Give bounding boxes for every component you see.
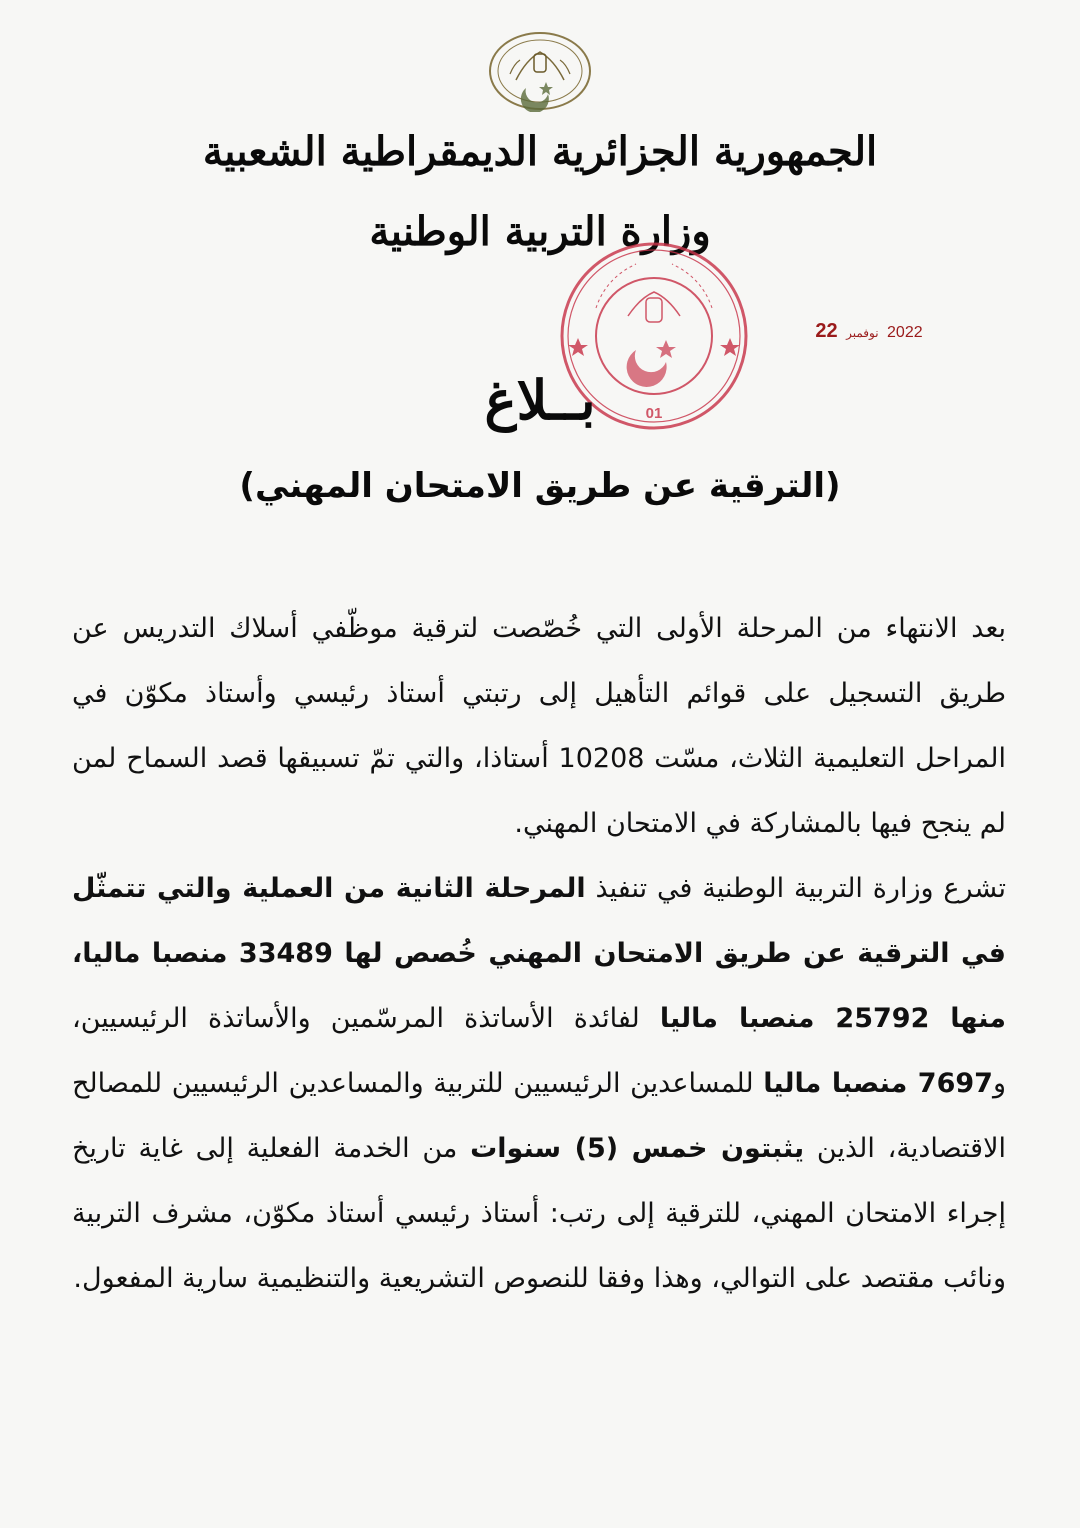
p2-text-end: من الخدمة الفعلية إلى غاية تاريخ إجراء الامتحان المهني، للترقية إلى رتب: أستاذ رئيسي أستاذ مكوّن، مشرف التربية ونائب مقتصد على التوالي، وهذا وفقا للنصوص التشريعية والتنظيمية سارية المفعول. xyxy=(72,1133,1006,1294)
p2-bold-2: 7697 منصبا ماليا xyxy=(763,1068,993,1099)
republic-heading: الجمهورية الجزائرية الديمقراطية الشعبية xyxy=(202,128,878,175)
stamp-number: 01 xyxy=(645,405,663,422)
announcement-subtitle: (الترقية عن طريق الامتحان المهني) xyxy=(239,466,841,506)
date-month: نوفمبر xyxy=(846,326,879,340)
announcement-body xyxy=(72,596,1006,1311)
p2-text-start: تشرع وزارة التربية الوطنية في تنفيذ xyxy=(585,873,1007,904)
body-paragraph-1: بعد الانتهاء من المرحلة الأولى التي خُصّصت لترقية موظّفي أسلاك التدريس عن طريق التسجيل على قوائم التأهيل إلى رتبتي أستاذ رئيسي وأستاذ مكوّن في المراحل التعليمية الثلاث، مسّت 10208 أستاذا، والتي تمّ تسبيقها قصد السماح لمن لم ينجح فيها بالمشاركة في الامتحان المهني. xyxy=(72,613,1006,839)
p2-bold-1: المرحلة الثانية من العملية والتي تتمثّل في الترقية عن طريق الامتحان المهني خُصص لها 33489 منصبا ماليا، منها 25792 منصبا ماليا xyxy=(72,873,1006,1034)
p2-text-mid-2: للمساعدين الرئيسيين للتربية والمساعدين الرئيسيين للمصالح الاقتصادية، الذين xyxy=(72,1068,1006,1164)
announcement-title: بــلاغ xyxy=(484,368,596,432)
document-date xyxy=(814,320,924,343)
date-year: 2022 xyxy=(887,324,923,341)
date-day: 22 xyxy=(815,320,838,342)
p2-bold-3: يثبتون خمس (5) سنوات xyxy=(470,1133,805,1164)
national-emblem-icon xyxy=(486,30,594,112)
body-paragraph-2 xyxy=(72,856,1006,1311)
ministry-heading: وزارة التربية الوطنية xyxy=(369,208,711,255)
p2-text-mid-1: لفائدة الأساتذة المرسّمين والأساتذة الرئيسيين، و xyxy=(72,1003,1006,1099)
